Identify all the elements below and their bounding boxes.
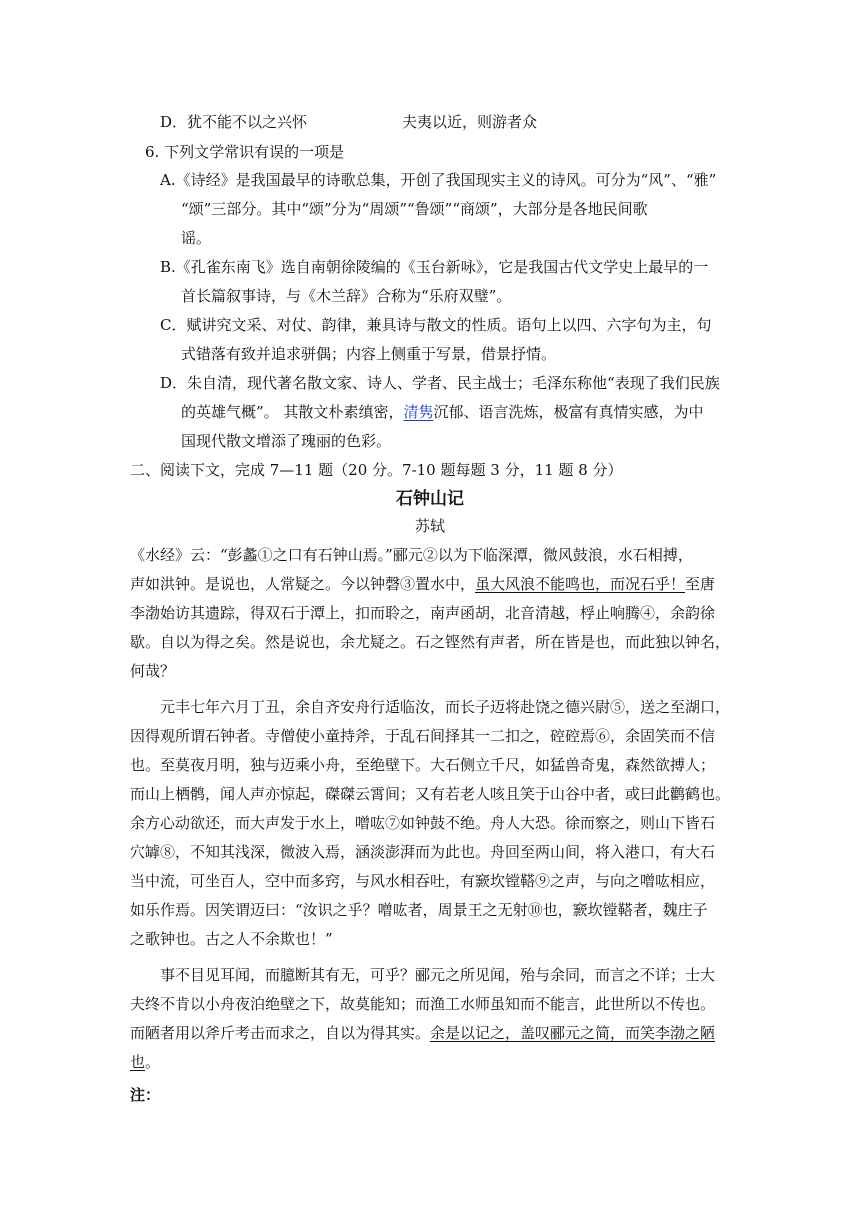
q6-stem: 6. 下列文学常识有误的一项是 [145,143,345,161]
p3-underlined-end: 也 [130,1053,146,1071]
p1-line1: 《水经》云：“彭蠡①之口有石钟山焉。”郦元②以为下临深潭，微风鼓浪，水石相搏， [130,546,693,564]
p2-line2: 因得观所谓石钟者。寺僧使小童持斧，于乱石间择其一二扣之，硿硿焉⑥，余固笑而不信 [130,727,716,745]
p3-line4-post: 。 [145,1053,161,1071]
p1-line3: 李渤始访其遗踪，得双石于潭上，扣而聆之，南声函胡，北音清越，桴止响腾④，余韵徐 [130,604,716,622]
p1-line4: 歇。自以为得之矣。然是说也，余尤疑之。石之铿然有声者，所在皆是也，而此独以钟名， [130,633,731,651]
hyperlink-qingjun[interactable]: 清隽 [403,403,434,421]
p1-underlined-sentence: 虽大风浪不能鸣也，而况石乎！ [475,575,686,593]
q5-option-d-right: 夫夷以近，则游者众 [402,113,538,131]
q6-option-b-line2: 首长篇叙事诗，与《木兰辞》合称为“乐府双璧”。 [181,287,512,305]
passage-author: 苏轼 [414,517,445,535]
p2-line6: 穴罅⑧，不知其浅深，微波入焉，涵淡澎湃而为此也。舟回至两山间，将入港口，有大石 [130,843,716,861]
p1-line2-pre: 声如洪钟。是说也，人常疑之。今以钟磬③置水中， [130,575,476,593]
q6-option-d-line2-post: 沉郁、语言洗炼，极富有真情实感，为中 [433,403,704,421]
q6-option-b-line1: B.《孔雀东南飞》选自南朝徐陵编的《玉台新咏》，它是我国古代文学史上最早的一 [160,258,709,276]
p3-line1: 事不目见耳闻，而臆断其有无，可乎？郦元之所见闻，殆与余同，而言之不详；士大 [160,966,716,984]
q6-option-a-line1: A.《诗经》是我国最早的诗歌总集，开创了我国现实主义的诗风。可分为“风”、“雅” [160,171,717,189]
q6-option-a-line3: 谣。 [181,229,212,247]
p2-line5: 余方心动欲还，而大声发于水上，噌吰⑦如钟鼓不绝。舟人大恐。徐而察之，则山下皆石 [130,814,716,832]
section-heading: 二、阅读下文，完成 7—11 题（20 分。7-10 题每题 3 分，11 题 8 分） [130,461,623,479]
p2-line1: 元丰七年六月丁丑，余自齐安舟行适临汝，而长子迈将赴饶之德兴尉⑤，送之至湖口， [160,698,731,716]
p2-line7: 当中流，可坐百人，空中而多窍，与风水相吞吐，有窾坎镗鞳⑨之声，与向之噌吰相应， [130,872,716,890]
q6-option-a-line2: “颂”三部分。其中“颂”分为“周颂”“鲁颂”“商颂”，大部分是各地民间歌 [181,200,648,218]
q6-option-c-line1: C．赋讲究文采、对仗、韵律，兼具诗与散文的性质。语句上以四、六字句为主，句 [160,316,712,334]
p2-line4: 而山上栖鹘，闻人声亦惊起，磔磔云霄间；又有若老人咳且笑于山谷中者，或曰此鹳鹤也。 [130,785,731,803]
q6-option-d-line1: D．朱自清，现代著名散文家、诗人、学者、民主战士；毛泽东称他“表现了我们民族 [160,374,720,392]
notes-label: 注： [130,1086,161,1104]
p3-line3 [130,1023,715,1043]
p3-line4 [130,1052,160,1072]
passage-title: 石钟山记 [396,489,464,509]
q5-option-d: D．犹不能不以之兴怀 [160,113,308,131]
q6-option-d-line3: 国现代散文增添了瑰丽的色彩。 [181,432,392,450]
p3-line2: 夫终不肯以小舟夜泊绝壁之下，故莫能知；而渔工水师虽知而不能言，此世所以不传也。 [130,995,716,1013]
p1-line5: 何哉？ [130,662,176,680]
p2-line8: 如乐作焉。因笑谓迈曰：“汝识之乎？噌吰者，周景王之无射⑩也，窾坎镗鞳者，魏庄子 [130,901,708,919]
p3-line3-pre: 而陋者用以斧斤考击而求之，自以为得其实。 [130,1024,431,1042]
p1-line2 [130,574,715,594]
p2-line9: 之歌钟也。古之人不余欺也！” [130,930,333,948]
p2-line3: 也。至莫夜月明，独与迈乘小舟，至绝壁下。大石侧立千尺，如猛兽奇鬼，森然欲搏人； [130,756,716,774]
q6-option-c-line2: 式错落有致并追求骈偶；内容上侧重于写景，借景抒情。 [181,345,557,363]
q6-option-d-line2-pre: 的英雄气概”。 其散文朴素缜密， [181,403,404,421]
p1-line2-post: 至唐 [685,575,716,593]
p3-underlined-sentence: 余是以记之，盖叹郦元之简，而笑李渤之陋 [430,1024,716,1042]
q6-option-d-line2 [181,402,703,422]
